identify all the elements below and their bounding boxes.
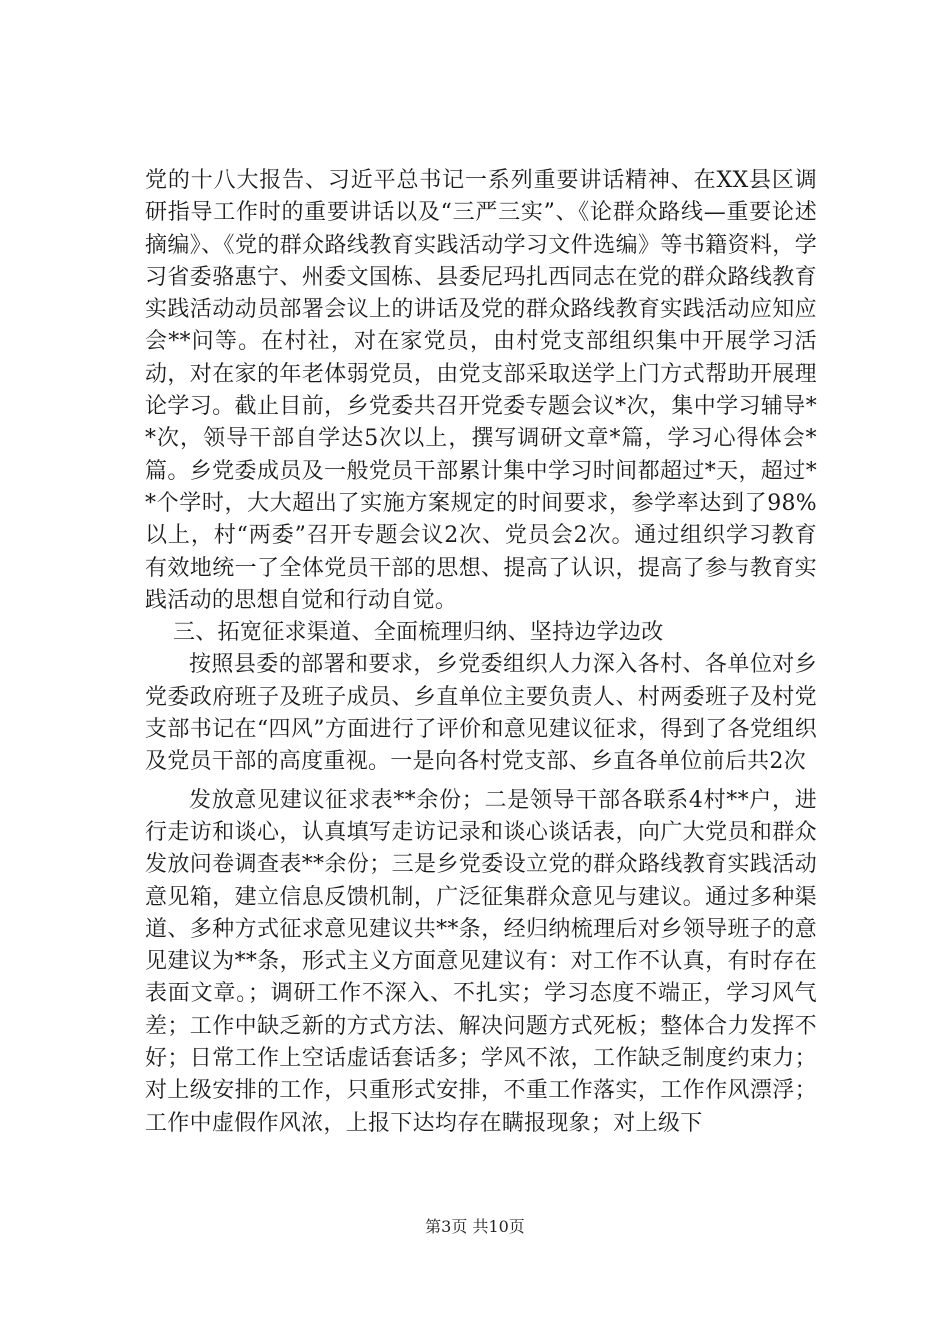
paragraph-study-summary: 党的十八大报告、习近平总书记一系列重要讲话精神、在XX县区调研指导工作时的重要讲话以及“三严三实”、《论群众路线—重要论述摘编》、《党的群众路线教育实践活动学习文件选编》等书籍资料，学习省委骆惠宁、州委文国栋、县委尼玛扎西同志在党的群众路线教育实践活动动员部署会议上的讲话及党的群众路线教育实践活动应知应会**问等。在村社，对在家党员，由村党支部组织集中开展学习活动，对在家的年老体弱党员，由党支部采取送学上门方式帮助开展理论学习。截止目前，乡党委共召开党委专题会议*次，集中学习辅导**次，领导干部自学达5次以上，撰写调研文章*篇，学习心得体会*篇。乡党委成员及一般党员干部累计集中学习时间都超过*天，超过**个学时，大大超出了实施方案规定的时间要求，参学率达到了98%以上，村“两委”召开专题会议2次、党员会2次。通过组织学习教育有效地统一了全体党员干部的思想、提高了认识，提高了参与教育实践活动的思想自觉和行动自觉。 bbox=[145, 168, 817, 613]
document-body bbox=[145, 165, 817, 1140]
paragraph-opinion-details: 发放意见建议征求表**余份；二是领导干部各联系4村**户，进行走访和谈心，认真填写走访记录和谈心谈话表，向广大党员和群众发放问卷调查表**余份；三是乡党委设立党的群众路线教育实践活动意见箱，建立信息反馈机制，广泛征集群众意见与建议。通过多种渠道、多种方式征求意见建议共**条，经归纳梳理后对乡领导班子的意见建议为**条，形式主义方面意见建议有：对工作不认真，有时存在表面文章。；调研工作不深入、不扎实；学习态度不端正，学习风气差；工作中缺乏新的方式方法、解决问题方式死板；整体合力发挥不好；日常工作上空话虚话套话多；学风不浓，工作缺乏制度约束力；对上级安排的工作，只重形式安排，不重工作落实，工作作风漂浮；工作中虚假作风浓，上报下达均存在瞒报现象；对上级下 bbox=[145, 787, 817, 1136]
paragraph-opinion-collection: 按照县委的部署和要求，乡党委组织人力深入各村、各单位对乡党委政府班子及班子成员、乡直单位主要负责人、村两委班子及村党支部书记在“四风”方面进行了评价和意见建议征求，得到了各党组织及党员干部的高度重视。一是向各村党支部、乡直各单位前后共2次 bbox=[145, 652, 817, 775]
page-number-footer: 第3页 共10页 bbox=[425, 1217, 525, 1236]
section-heading-3: 三、拓宽征求渠道、全面梳理归纳、坚持边学边改 bbox=[173, 620, 664, 646]
